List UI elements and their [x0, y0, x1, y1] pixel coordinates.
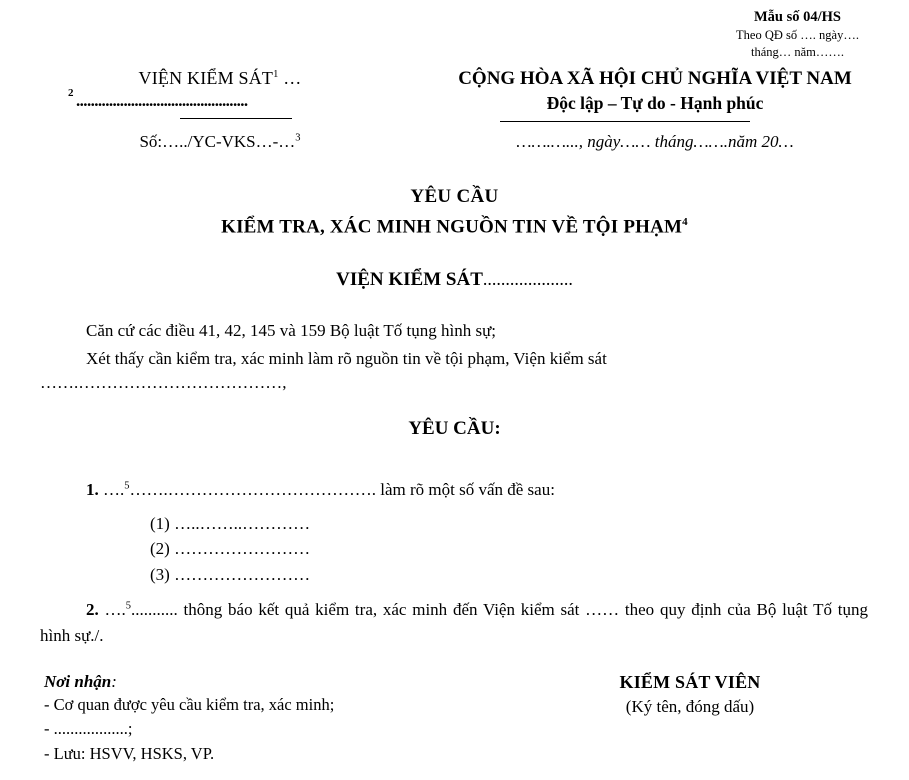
- distribution-list-item: - Lưu: HSVV, HSKS, VP.: [44, 743, 215, 763]
- document-title-line-1: YÊU CẦU: [410, 186, 499, 207]
- issuing-authority: [40, 68, 400, 89]
- distribution-list-item: - Cơ quan được yêu cầu kiểm tra, xác minh;: [44, 695, 335, 714]
- header-left-column: [40, 68, 400, 151]
- recipient-label: VIỆN KIỂM SÁT: [336, 269, 483, 291]
- request-subitem: (2) ……………………: [150, 539, 311, 559]
- header-right-column: [420, 68, 890, 151]
- document-footer: [0, 672, 909, 780]
- recipient-blank-dots: ....................: [482, 269, 573, 290]
- distribution-list: [44, 672, 474, 765]
- request-item-2-footnote-marker: 5: [125, 600, 132, 612]
- document-number: [40, 132, 400, 152]
- document-number-label: Số:…../YC-VKS…-…: [139, 132, 296, 151]
- issuing-authority-blank-footnote-marker: 2: [68, 87, 74, 99]
- distribution-list-label-colon: :: [111, 672, 117, 691]
- distribution-list-item: - ..................;: [44, 719, 133, 739]
- document-title-footnote-marker: 4: [682, 216, 688, 228]
- document-title-line-2: [0, 216, 909, 238]
- form-code-block: [690, 8, 905, 60]
- form-code-decision-line: Theo QĐ số …. ngày….: [736, 28, 859, 43]
- issuing-authority-blank-line: [40, 87, 400, 110]
- request-subitem: (3) ……………………: [150, 565, 311, 585]
- document-number-footnote-marker: 3: [295, 132, 301, 144]
- request-item-1: [40, 477, 868, 503]
- consideration-paragraph: Xét thấy cần kiểm tra, xác minh làm rõ nguồn tin về tội phạm, Viện kiểm sát: [86, 348, 607, 368]
- request-item-2-dots-after: ...........: [131, 599, 178, 619]
- request-item-2-dots-before: ….: [98, 599, 126, 619]
- recipient-line: [0, 269, 909, 291]
- request-item-2: [40, 597, 868, 649]
- request-item-1-dots-before: ….: [98, 480, 125, 499]
- legal-basis-paragraph: Căn cứ các điều 41, 42, 145 và 159 Bộ luật Tố tụng hình sự;: [86, 321, 497, 340]
- form-code-date-line: tháng… năm…….: [750, 44, 845, 59]
- consideration-blank-line: …….………………………………,: [40, 372, 287, 392]
- signature-instruction: (Ký tên, đóng dấu): [625, 697, 755, 716]
- request-item-2-text: thông báo kết quả kiểm tra, xác minh đến Viện kiểm sát …… theo quy định của Bộ luật Tố tụng hình sự./.: [40, 599, 868, 645]
- document-title-block: [0, 186, 909, 291]
- document-title-line-2-text: KIỂM TRA, XÁC MINH NGUỒN TIN VỀ TỘI PHẠM: [221, 216, 683, 238]
- request-subitem: (1) …..……..…………: [150, 513, 311, 533]
- national-heading: CỘNG HÒA XÃ HỘI CHỦ NGHĨA VIỆT NAM: [458, 68, 852, 89]
- issuing-authority-footnote-marker: 1: [273, 69, 279, 80]
- request-item-1-text: làm rõ một số vấn đề sau:: [376, 480, 555, 499]
- distribution-list-label-text: Nơi nhận: [44, 672, 112, 691]
- request-item-1-dots-after: …….……………………………….: [129, 480, 376, 499]
- request-item-1-number: 1.: [86, 480, 99, 499]
- document-body: [40, 318, 868, 395]
- header-right-rule: [500, 121, 750, 122]
- request-heading: YÊU CẦU:: [408, 418, 501, 439]
- document-header: [0, 68, 909, 168]
- national-motto: Độc lập – Tự do - Hạnh phúc: [546, 93, 764, 113]
- request-item-1-footnote-marker: 5: [124, 480, 130, 492]
- signature-block: [520, 672, 860, 717]
- request-subitems: [40, 511, 868, 588]
- form-code-number: Mẫu số 04/HS: [753, 9, 841, 25]
- place-date-line: …….…..., ngày…… tháng…….năm 20…: [516, 132, 794, 151]
- issuing-authority-label: VIỆN KIỂM SÁT: [138, 68, 274, 88]
- header-left-rule: [180, 118, 292, 119]
- request-item-2-number: 2.: [86, 599, 99, 619]
- request-items: [40, 477, 868, 649]
- issuing-authority-blank-dots: ...............................................: [76, 91, 248, 110]
- signatory-role: KIỂM SÁT VIÊN: [619, 672, 761, 692]
- issuing-authority-tail: …: [278, 68, 302, 88]
- distribution-list-label: [44, 672, 474, 692]
